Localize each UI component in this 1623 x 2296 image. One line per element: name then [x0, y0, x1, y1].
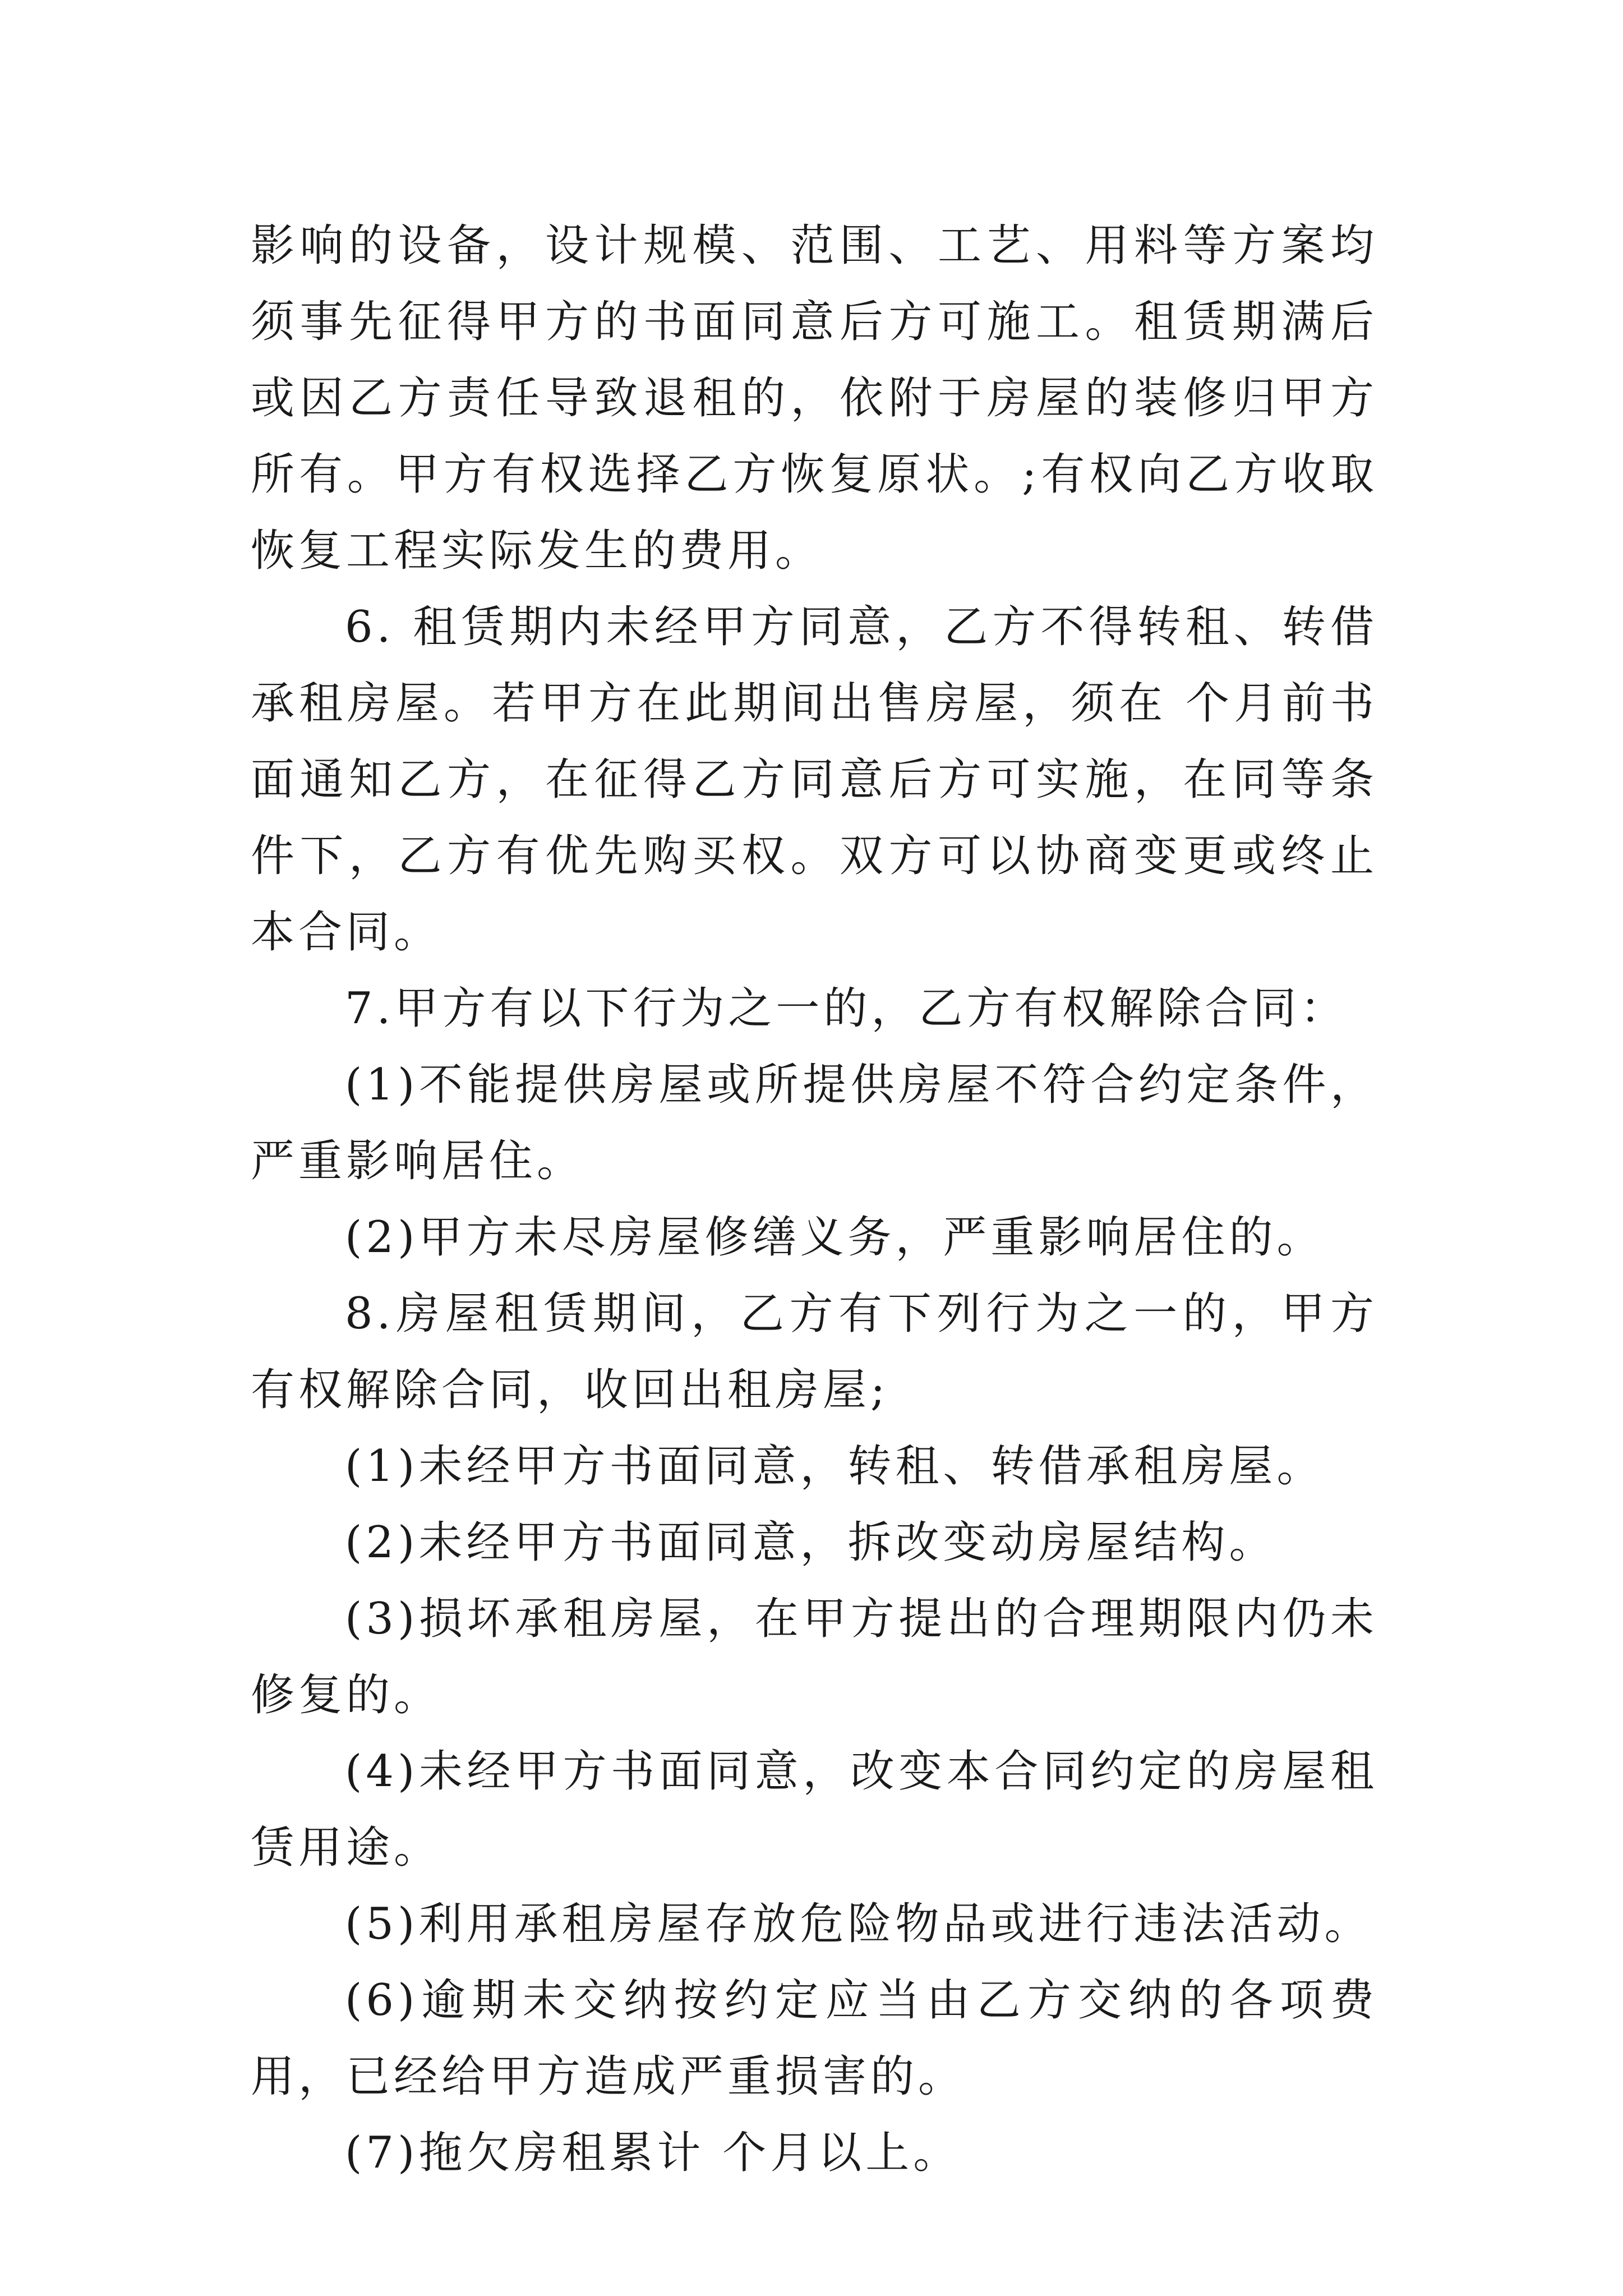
paragraph-clause-8-item-7: (7)拖欠房租累计 个月以上。 [345, 2128, 961, 2178]
paragraph-clause-8: 8.房屋租赁期间，乙方有下列行为之一的，甲方有权解除合同，收回出租房屋; [251, 1289, 1378, 1415]
paragraph-clause-7: 7.甲方有以下行为之一的，乙方有权解除合同： [345, 983, 1348, 1034]
paragraph-clause-8-item-5: (5)利用承租房屋存放危险物品或进行违法活动。 [345, 1899, 1372, 1949]
paragraph-clause-8-item-4: (4)未经甲方书面同意，改变本合同约定的房屋租赁用途。 [251, 1746, 1378, 1873]
paragraph-clause-7-item-2: (2)甲方未尽房屋修缮义务，严重影响居住的。 [345, 1212, 1325, 1263]
paragraph-clause-7-item-1: (1)不能提供房屋或所提供房屋不符合约定条件，严重影响居住。 [251, 1060, 1378, 1186]
paragraph-renovation-terms: 影响的设备，设计规模、范围、工艺、用料等方案均须事先征得甲方的书面同意后方可施工。租赁期满后或因乙方责任导致退租的，依附于房屋的装修归甲方所有。甲方有权选择乙方恢复原状。;有权向乙方收取恢复工程实际发生的费用。 [251, 220, 1378, 576]
paragraph-clause-8-item-1: (1)未经甲方书面同意，转租、转借承租房屋。 [345, 1441, 1325, 1492]
paragraph-clause-8-item-2: (2)未经甲方书面同意，拆改变动房屋结构。 [345, 1517, 1277, 1568]
paragraph-clause-8-item-3: (3)损坏承租房屋，在甲方提出的合理期限内仍未修复的。 [251, 1594, 1378, 1720]
document-body [251, 208, 1378, 2191]
paragraph-clause-6: 6. 租赁期内未经甲方同意，乙方不得转租、转借承租房屋。若甲方在此期间出售房屋，须在 个月前书面通知乙方，在征得乙方同意后方可实施，在同等条件下，乙方有优先购买权。双方可以协商变更或终止本合同。 [251, 602, 1378, 958]
paragraph-clause-8-item-6: (6)逾期未交纳按约定应当由乙方交纳的各项费用，已经给甲方造成严重损害的。 [251, 1975, 1378, 2102]
